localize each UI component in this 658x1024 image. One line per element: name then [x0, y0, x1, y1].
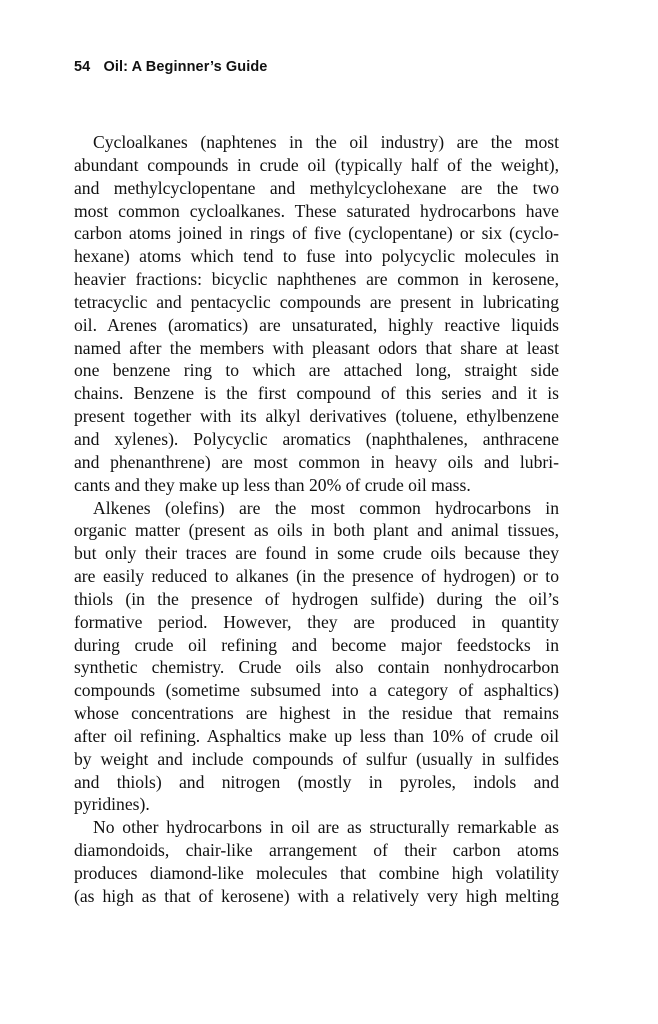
text-line: chains. Benzene is the first compound of this series and it is [74, 383, 559, 404]
text-line: named after the members with pleasant odors that share at least [74, 337, 559, 358]
text-line: cants and they make up less than 20% of crude oil mass. [74, 474, 471, 495]
text-line: but only their traces are found in some crude oils because they [74, 543, 559, 564]
text-line: during crude oil refining and become major feedstocks in [74, 634, 559, 655]
text-line: are easily reduced to alkanes (in the presence of hydrogen) or to [74, 566, 559, 587]
text-line: hexane) atoms which tend to fuse into polycyclic molecules in [74, 246, 559, 267]
page-number: 54 [74, 59, 91, 75]
body-text [74, 131, 559, 908]
text-line: No other hydrocarbons in oil are as structurally remarkable as [93, 817, 559, 838]
text-line: carbon atoms joined in rings of five (cyclopentane) or six (cyclo- [74, 223, 559, 244]
text-line: compounds (sometime subsumed into a category of asphaltics) [74, 680, 559, 701]
text-line: after oil refining. Asphaltics make up less than 10% of crude oil [74, 725, 559, 746]
paragraph-alkenes [74, 497, 559, 817]
text-line: heavier fractions: bicyclic naphthenes are common in kerosene, [74, 269, 559, 290]
text-line: tetracyclic and pentacyclic compounds are present in lubricating [74, 291, 559, 312]
text-line: and thiols) and nitrogen (mostly in pyroles, indols and [74, 771, 559, 792]
text-line: one benzene ring to which are attached long, straight side [74, 360, 559, 381]
text-line: and xylenes). Polycyclic aromatics (naphthalenes, anthracene [74, 428, 559, 449]
text-line: abundant compounds in crude oil (typically half of the weight), [74, 154, 559, 175]
text-line: most common cycloalkanes. These saturated hydrocarbons have [74, 200, 559, 221]
text-line: by weight and include compounds of sulfur (usually in sulfides [74, 748, 559, 769]
text-line: organic matter (present as oils in both plant and animal tissues, [74, 520, 559, 541]
text-line: thiols (in the presence of hydrogen sulfide) during the oil’s [74, 588, 559, 609]
paragraph-diamondoids [74, 816, 559, 907]
text-line: and phenanthrene) are most common in heavy oils and lubri- [74, 451, 559, 472]
text-line: (as high as that of kerosene) with a relatively very high melting [74, 885, 559, 906]
text-line: diamondoids, chair-like arrangement of their carbon atoms [74, 840, 559, 861]
text-line: pyridines). [74, 794, 150, 815]
text-line: Alkenes (olefins) are the most common hydrocarbons in [93, 497, 559, 518]
text-line: whose concentrations are highest in the residue that remains [74, 703, 559, 724]
text-line: produces diamond-like molecules that combine high volatility [74, 863, 559, 883]
text-line: and methylcyclopentane and methylcyclohexane are the two [74, 177, 559, 198]
text-line: Cycloalkanes (naphtenes in the oil industry) are the most [93, 132, 559, 152]
book-title: Oil: A Beginner’s Guide [103, 59, 268, 75]
paragraph-cycloalkanes [74, 131, 559, 497]
text-line: present together with its alkyl derivatives (toluene, ethylbenzene [74, 406, 559, 427]
text-line: synthetic chemistry. Crude oils also contain nonhydrocarbon [74, 657, 559, 678]
text-line: formative period. However, they are produced in quantity [74, 611, 559, 632]
running-head [74, 59, 267, 75]
text-line: oil. Arenes (aromatics) are unsaturated, highly reactive liquids [74, 314, 559, 335]
